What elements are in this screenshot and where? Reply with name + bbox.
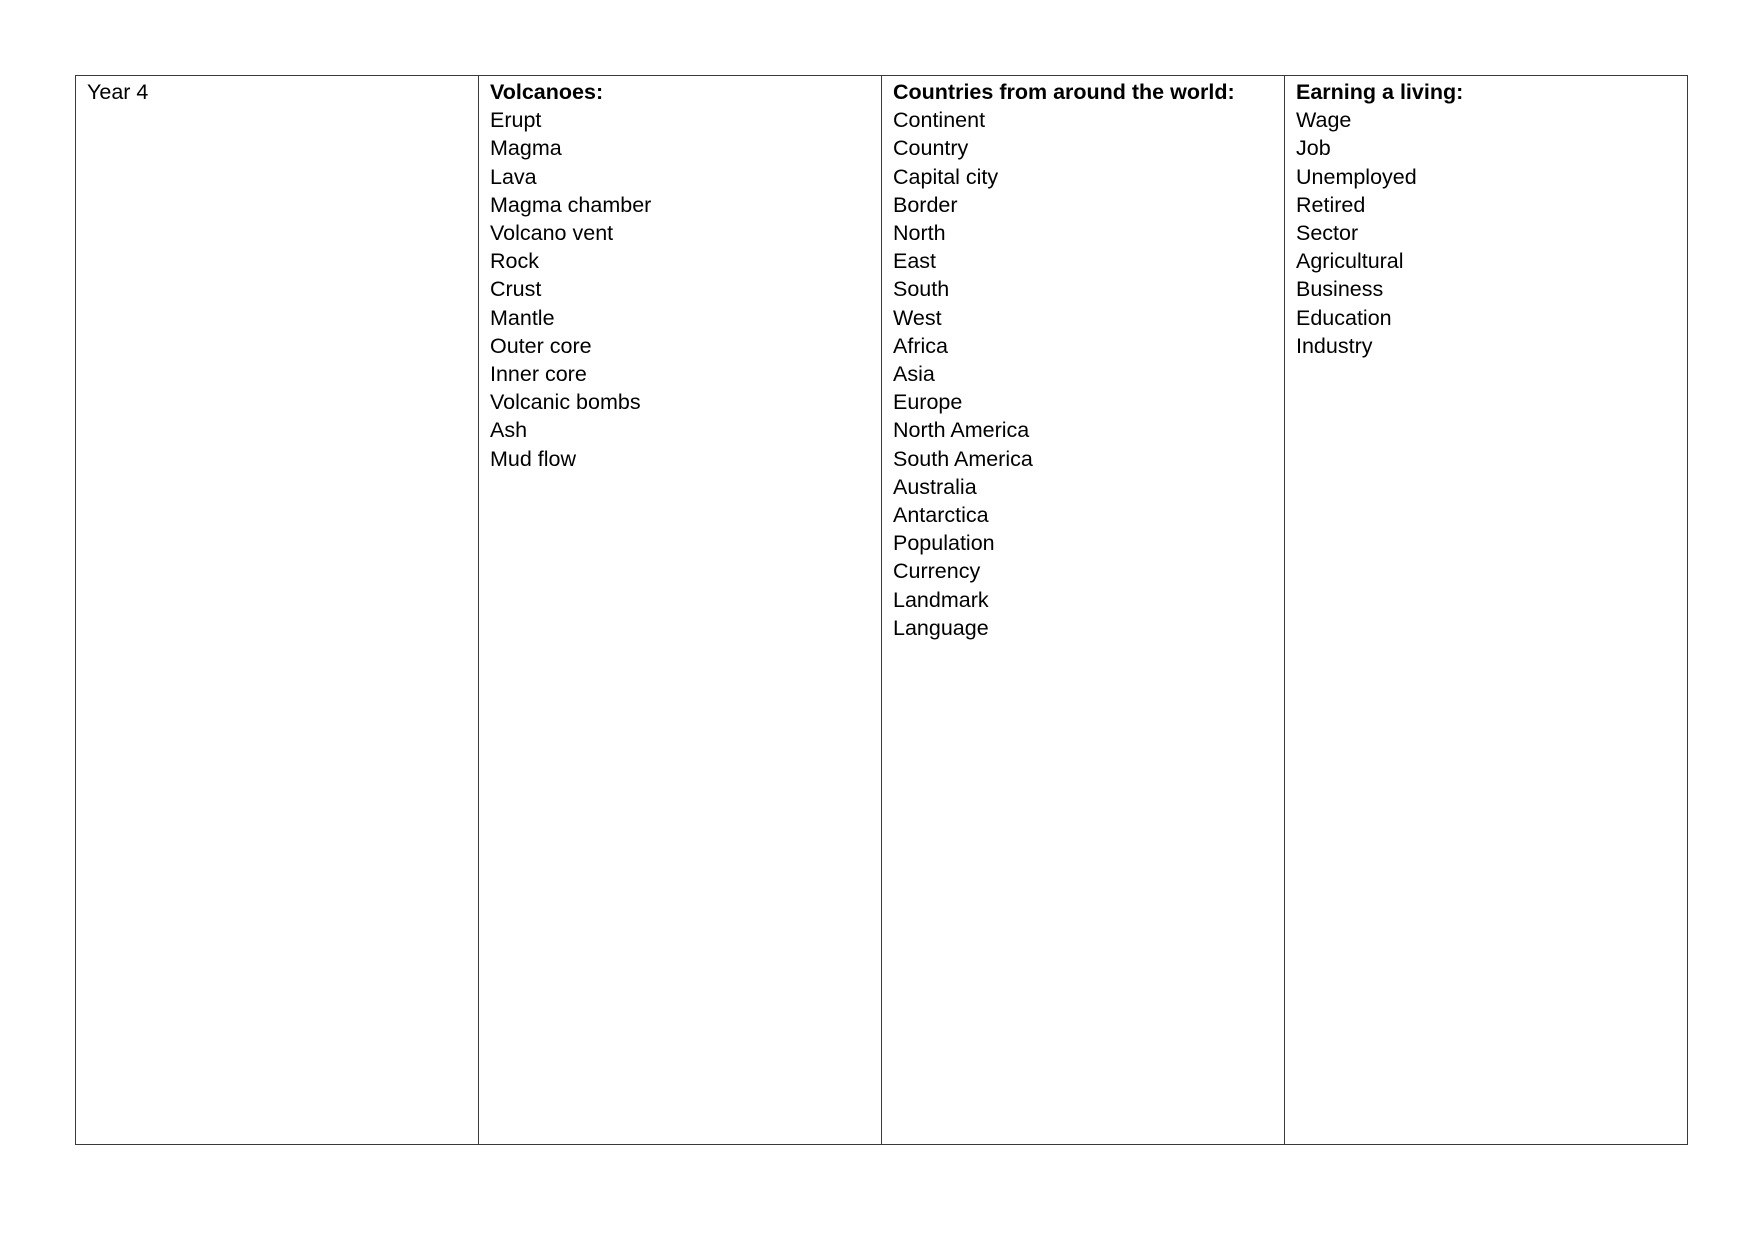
list-item: Education: [1296, 305, 1392, 330]
vocabulary-table: [75, 75, 1688, 1145]
topic-heading: Countries from around the world:: [893, 80, 1235, 104]
list-item: North: [893, 221, 946, 246]
list-item: Australia: [893, 474, 977, 499]
list-item: Unemployed: [1296, 164, 1417, 189]
list-item: Mud flow: [490, 446, 577, 471]
list-item: Volcanic bombs: [490, 390, 641, 415]
list-item: West: [893, 305, 942, 330]
term-list: [893, 106, 1273, 642]
list-item: Sector: [1296, 221, 1359, 246]
topic-cell-earning: [1285, 76, 1688, 1145]
list-item: Asia: [893, 362, 935, 387]
list-item: Lava: [490, 164, 537, 189]
list-item: Currency: [893, 559, 981, 584]
list-item: Ash: [490, 418, 528, 443]
topic-heading: Volcanoes:: [490, 80, 604, 104]
year-label: Year 4: [87, 80, 149, 104]
list-item: East: [893, 249, 937, 274]
list-item: Inner core: [490, 362, 587, 387]
list-item: Magma chamber: [490, 192, 652, 217]
list-item: Retired: [1296, 192, 1366, 217]
list-item: Border: [893, 192, 958, 217]
list-item: South America: [893, 446, 1033, 471]
list-item: North America: [893, 418, 1030, 443]
list-item: Wage: [1296, 108, 1352, 133]
list-item: Mantle: [490, 305, 555, 330]
list-item: Agricultural: [1296, 249, 1404, 274]
year-cell: [76, 76, 479, 1145]
list-item: Erupt: [490, 108, 542, 133]
term-list: [490, 106, 870, 473]
topic-heading: Earning a living:: [1296, 80, 1464, 104]
list-item: Antarctica: [893, 503, 989, 528]
list-item: Landmark: [893, 587, 989, 612]
topic-cell-volcanoes: [479, 76, 882, 1145]
list-item: Africa: [893, 333, 948, 358]
list-item: Volcano vent: [490, 221, 614, 246]
list-item: Continent: [893, 108, 986, 133]
list-item: Population: [893, 531, 995, 556]
list-item: Magma: [490, 136, 562, 161]
list-item: Industry: [1296, 333, 1373, 358]
list-item: Capital city: [893, 164, 999, 189]
list-item: Outer core: [490, 333, 592, 358]
table-row: [76, 76, 1688, 1145]
list-item: Rock: [490, 249, 539, 274]
list-item: Europe: [893, 390, 963, 415]
list-item: Country: [893, 136, 969, 161]
list-item: South: [893, 277, 950, 302]
list-item: Language: [893, 615, 989, 640]
list-item: Job: [1296, 136, 1331, 161]
topic-cell-countries: [882, 76, 1285, 1145]
term-list: [1296, 106, 1676, 360]
list-item: Crust: [490, 277, 542, 302]
list-item: Business: [1296, 277, 1384, 302]
